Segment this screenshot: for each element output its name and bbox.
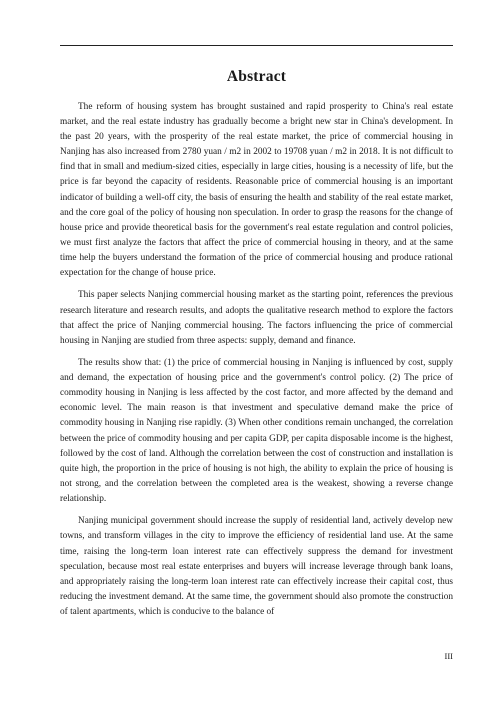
abstract-paragraph-2: This paper selects Nanjing commercial housing market as the starting point, references the previous research literature and research results, and adopts the qualitative research method to explore the factors that affect the price of Nanjing commercial housing. The factors influencing the price of commercial housing in Nanjing are studied from three aspects: supply, demand and finance.: [60, 290, 453, 346]
abstract-paragraph-1: The reform of housing system has brought sustained and rapid prosperity to China's real estate market, and the real estate industry has gradually become a bright new star in China's development. In the past 20 years, with the prosperity of the real estate market, the price of commercial housing in Nanjing has also increased from 2780 yuan / m2 in 2002 to 19708 yuan / m2 in 2018. It is not difficult to find that in small and medium-sized cities, especially in large cities, housing is a necessity of life, but the price is far beyond the capacity of residents. Reasonable price of commercial housing is an important indicator of building a well-off city, the basis of ensuring the health and stability of the real estate market, and the core goal of the policy of housing non speculation. In order to grasp the reasons for the change of house price and provide theoretical basis for the government's real estate regulation and control policies, we must first analyze the factors that affect the price of commercial housing in theory, and at the same time help the buyers understand the formation of the price of commercial housing and produce rational expectation for the change of house price.: [60, 102, 453, 279]
header-rule: [60, 45, 453, 46]
abstract-title: Abstract: [226, 68, 287, 85]
abstract-paragraph-4: Nanjing municipal government should increase the supply of residential land, actively develop new towns, and transform villages in the city to improve the efficiency of residential land use. At the same time, raising the long-term loan interest rate can effectively suppress the demand for investment speculation, because most real estate enterprises and buyers will increase leverage through bank loans, and appropriately raising the long-term loan interest rate can effectively increase their capital cost, thus reducing the investment demand. At the same time, the government should also promote the construction of talent apartments, which is conducive to the balance of: [60, 516, 453, 617]
abstract-paragraph-3: The results show that: (1) the price of commercial housing in Nanjing is influenced by cost, supply and demand, the expectation of housing price and the government's control policy. (2) The price of commodity housing in Nanjing is less affected by the cost factor, and more affected by the demand and economic level. The main reason is that investment and speculative demand make the price of commodity housing in Nanjing rise rapidly. (3) When other conditions remain unchanged, the correlation between the price of commodity housing and per capita GDP, per capita disposable income is the highest, followed by the cost of land. Although the correlation between the cost of construction and installation is quite high, the proportion in the price of housing is not high, the ability to explain the price of housing is not strong, and the correlation between the completed area is the weakest, showing a reverse change relationship.: [60, 358, 453, 504]
page-number: III: [444, 651, 453, 661]
abstract-body: [60, 100, 453, 627]
